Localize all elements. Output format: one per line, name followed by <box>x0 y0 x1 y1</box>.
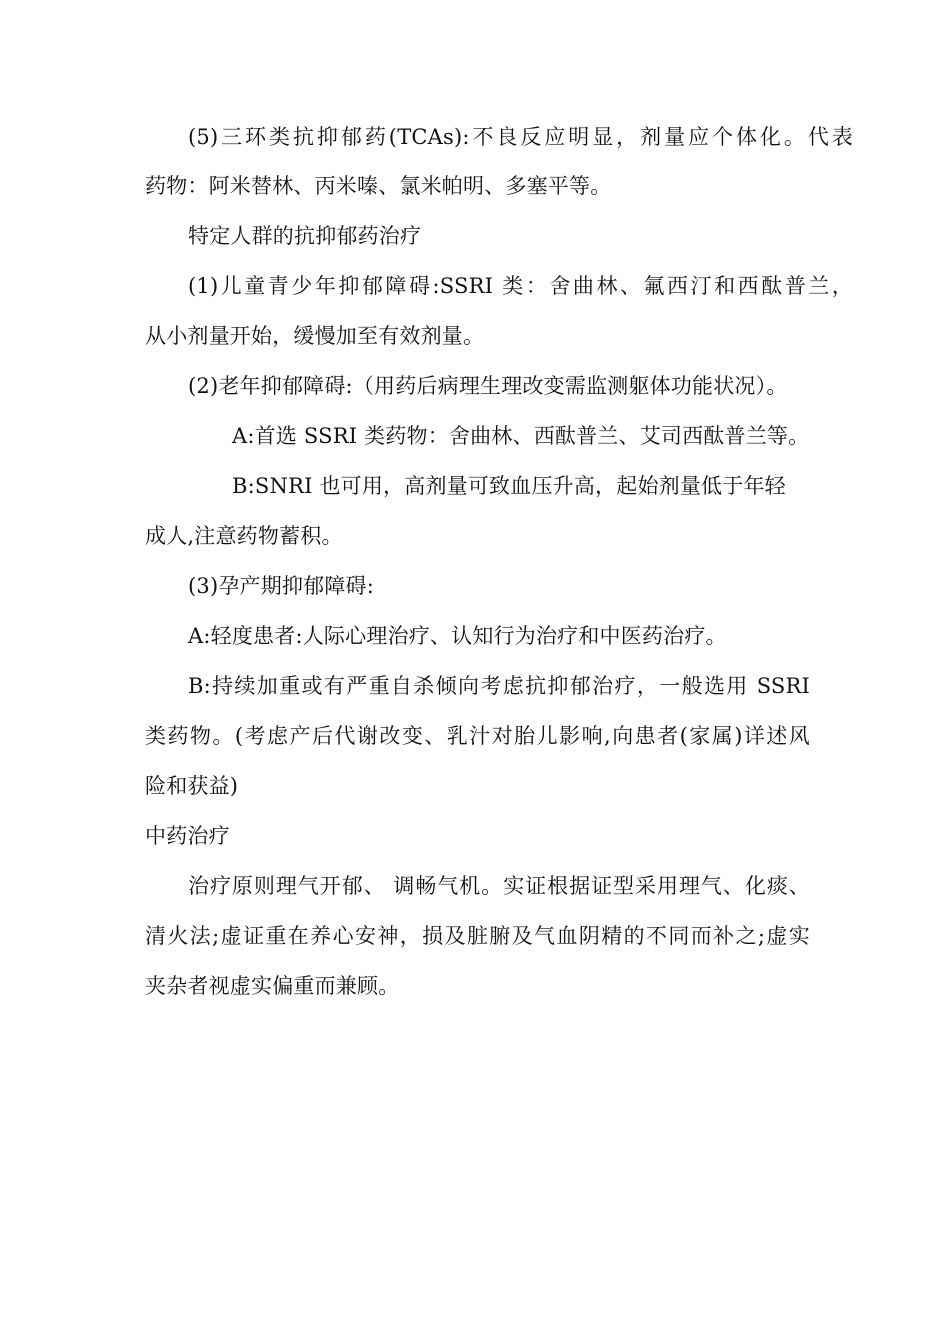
tca-paragraph-line-1: (5)三环类抗抑郁药(TCAs):不良反应明显，剂量应个体化。代表 <box>188 125 853 149</box>
tcm-paragraph-line-1: 治疗原则理气开郁、 调畅气机。实证根据证型采用理气、化痰、 <box>188 874 810 898</box>
tcm-paragraph-line-3: 夹杂者视虚实偏重而兼顾。 <box>145 974 400 998</box>
tca-paragraph-line-2: 药物：阿米替林、丙米嗪、氯米帕明、多塞平等。 <box>145 174 612 198</box>
perinatal-item-b-line-3: 险和获益) <box>145 774 239 798</box>
tcm-heading: 中药治疗 <box>145 824 230 848</box>
children-paragraph-line-1: (1)儿童青少年抑郁障碍:SSRI 类：舍曲林、氟西汀和西酞普兰， <box>188 274 853 298</box>
perinatal-item-b-line-1: B:持续加重或有严重自杀倾向考虑抗抑郁治疗，一般选用 SSRI <box>188 674 810 698</box>
perinatal-item-a: A:轻度患者:人际心理治疗、认知行为治疗和中医药治疗。 <box>188 624 727 648</box>
elderly-heading: (2)老年抑郁障碍:（用药后病理生理改变需监测躯体功能状况）。 <box>188 374 788 398</box>
elderly-item-b-line-1: B:SNRI 也可用，高剂量可致血压升高，起始剂量低于年轻 <box>232 474 786 498</box>
special-populations-heading: 特定人群的抗抑郁药治疗 <box>188 224 422 248</box>
elderly-item-a: A:首选 SSRI 类药物：舍曲林、西酞普兰、艾司西酞普兰等。 <box>232 424 810 448</box>
elderly-item-b-line-2: 成人,注意药物蓄积。 <box>145 524 343 548</box>
children-paragraph-line-2: 从小剂量开始，缓慢加至有效剂量。 <box>145 324 485 348</box>
perinatal-item-b-line-2: 类药物。(考虑产后代谢改变、乳汁对胎儿影响,向患者(家属)详述风 <box>145 724 810 748</box>
tcm-paragraph-line-2: 清火法;虚证重在养心安神，损及脏腑及气血阴精的不同而补之;虚实 <box>145 924 810 948</box>
perinatal-heading: (3)孕产期抑郁障碍: <box>188 574 375 598</box>
